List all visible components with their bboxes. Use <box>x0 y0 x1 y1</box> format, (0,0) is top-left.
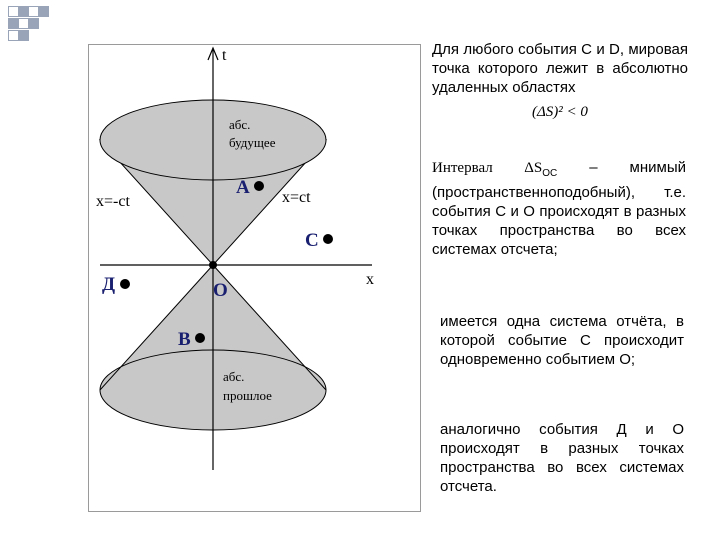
event-c-dot <box>323 234 333 244</box>
event-o-label: O <box>213 280 228 301</box>
line-left-label: x=-ct <box>96 193 130 210</box>
past-label-1: абс. <box>223 369 245 384</box>
event-a-dot <box>254 181 264 191</box>
paragraph-1 <box>432 40 688 97</box>
paragraph-2 <box>432 158 686 259</box>
past-label-2: прошлое <box>223 388 272 403</box>
event-b-dot <box>195 333 205 343</box>
paragraph-4 <box>440 420 684 496</box>
line-right-label: x=ct <box>282 189 311 206</box>
event-b-label: B <box>178 329 191 350</box>
paragraph-3-text: имеется одна система отчёта, в которой событие С происходит одновременно событием О; <box>440 313 684 368</box>
future-label-2: будущее <box>229 135 276 150</box>
paragraph-3 <box>440 312 684 369</box>
origin-dot <box>209 261 217 269</box>
event-d-dot <box>120 279 130 289</box>
x-axis-label: x <box>366 271 374 288</box>
paragraph-2-sub: OC <box>542 168 558 179</box>
paragraph-1-text: Для любого события C и D, мировая точка которого лежит в абсолютно удаленных областях <box>432 41 688 96</box>
event-c-label: C <box>305 230 319 251</box>
paragraph-4-text: аналогично события Д и О происходят в разных точках пространства во всех системах отсчета. <box>440 421 684 495</box>
event-a-label: A <box>236 177 250 198</box>
paragraph-2-text-a: Интервал ΔS <box>432 160 543 176</box>
paragraph-2-text-b: – мнимый (пространственноподобный), т.е. события С и О происходят в разных точках пространства во всех системах отсчета; <box>432 159 686 258</box>
event-d-label: Д <box>102 274 116 295</box>
interval-formula: (ΔS)² < 0 <box>532 104 588 120</box>
future-label-1: абс. <box>229 117 251 132</box>
t-axis-label: t <box>222 47 227 64</box>
